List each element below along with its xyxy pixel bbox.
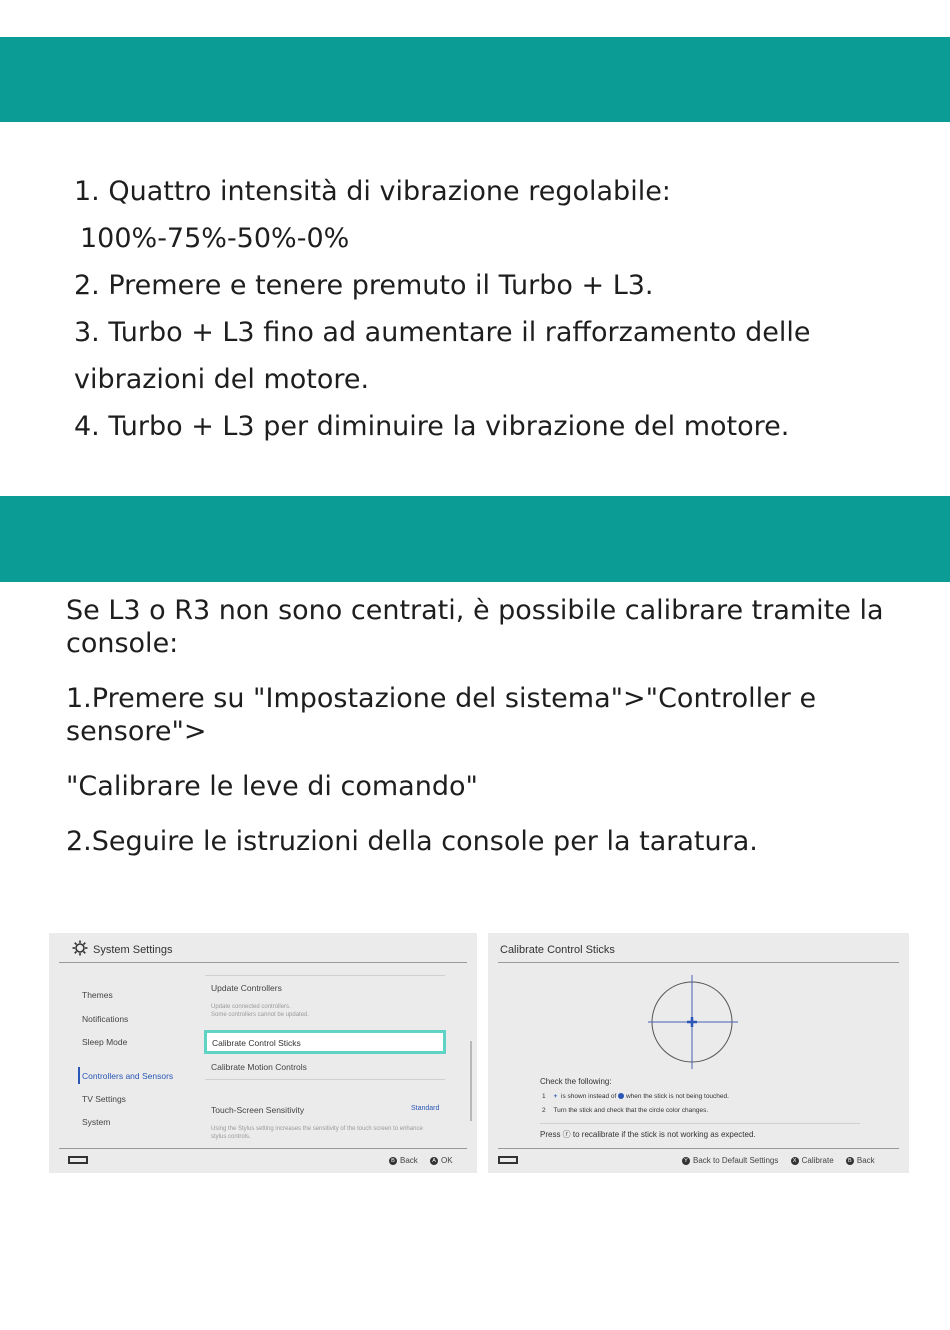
- menu-divider: [205, 1079, 445, 1080]
- sidebar-item-sleep-mode[interactable]: Sleep Mode: [82, 1037, 128, 1047]
- calibrate-sticks-screenshot: [488, 933, 909, 1173]
- check-item-1-text-a: is shown instead of: [561, 1093, 617, 1100]
- calibration-step-2: 2.Seguire le istruzioni della console per la taratura.: [66, 826, 758, 857]
- calibrate-title: Calibrate Control Sticks: [500, 944, 615, 956]
- instruction-line-6: 4. Turbo + L3 per diminuire la vibrazione del motore.: [74, 411, 790, 442]
- ok-button[interactable]: OK: [441, 1156, 453, 1165]
- sidebar-item-notifications[interactable]: Notifications: [82, 1014, 129, 1024]
- b-button-icon: B: [846, 1157, 854, 1165]
- sidebar-item-controllers-and-sensors[interactable]: Controllers and Sensors: [82, 1071, 174, 1081]
- system-settings-screenshot: [49, 933, 477, 1173]
- instruction-line-3: 2. Premere e tenere premuto il Turbo + L3.: [74, 270, 654, 301]
- calibration-instructions: [66, 594, 906, 858]
- instruction-line-4: 3. Turbo + L3 fino ad aumentare il rafforzamento delle: [74, 317, 811, 348]
- crosshair-icon: [687, 1017, 697, 1027]
- touch-screen-sensitivity-item[interactable]: Touch-Screen Sensitivity: [211, 1105, 305, 1115]
- sidebar-item-system[interactable]: System: [82, 1117, 111, 1127]
- check-item-1-text-b: when the stick is not being touched.: [625, 1093, 729, 1100]
- check-title: Check the following:: [540, 1077, 612, 1086]
- x-button-icon: X: [791, 1157, 799, 1165]
- check-item-1: [542, 1093, 729, 1100]
- calibration-step-1: 1.Premere su "Impostazione del sistema">"Controller e sensore">: [66, 683, 817, 747]
- menu-divider: [205, 975, 445, 976]
- calibrate-control-sticks-label: Calibrate Control Sticks: [212, 1038, 301, 1048]
- sidebar-item-tv-settings[interactable]: TV Settings: [82, 1094, 126, 1104]
- dot-icon: [618, 1093, 624, 1099]
- calibrate-control-sticks-item[interactable]: [204, 1030, 446, 1054]
- stick-calibration-graphic: [643, 975, 743, 1069]
- check-item-2-number: 2: [542, 1107, 546, 1114]
- b-button-icon: B: [389, 1157, 397, 1165]
- calibrate-button[interactable]: Calibrate: [801, 1156, 834, 1165]
- calibrate-motion-controls-item[interactable]: Calibrate Motion Controls: [211, 1062, 307, 1072]
- instruction-line-2: 100%-75%-50%-0%: [80, 223, 350, 254]
- check-item-1-number: 1: [542, 1093, 546, 1100]
- check-item-2-text: Turn the stick and check that the circle color changes.: [553, 1107, 709, 1114]
- header-band-middle: [0, 496, 950, 582]
- sidebar-active-indicator: [78, 1067, 80, 1084]
- system-settings-header: [59, 933, 467, 963]
- calibration-step-1b: "Calibrare le leve di comando": [66, 771, 478, 802]
- update-controllers-item[interactable]: Update Controllers: [211, 983, 282, 993]
- gear-icon: [72, 940, 88, 956]
- battery-icon: [68, 1156, 88, 1164]
- battery-icon: [498, 1156, 518, 1164]
- sidebar-item-themes[interactable]: Themes: [82, 990, 113, 1000]
- instruction-line-1: 1. Quattro intensità di vibrazione regolabile:: [74, 176, 671, 207]
- update-controllers-description-1: Update connected controllers.: [211, 1004, 291, 1010]
- back-button[interactable]: Back: [856, 1156, 875, 1165]
- y-button-icon: Y: [682, 1157, 690, 1165]
- vibration-instructions: [74, 168, 874, 450]
- plus-icon: +: [553, 1093, 558, 1100]
- update-controllers-description-2: Some controllers cannot be updated.: [211, 1012, 310, 1018]
- instruction-line-5: vibrazioni del motore.: [74, 364, 370, 395]
- check-divider: [540, 1123, 860, 1124]
- calibrate-header: [498, 933, 899, 963]
- touch-sensitivity-description-1: Using the Stylus setting increases the sensitivity of the touch screen to enhance: [211, 1126, 423, 1132]
- calibration-intro: Se L3 o R3 non sono centrati, è possibile calibrare tramite la console:: [66, 595, 884, 659]
- footer-divider: [498, 1148, 899, 1149]
- footer-buttons: [389, 1156, 453, 1165]
- recalibrate-note: Press ⓡ to recalibrate if the stick is not working as expected.: [540, 1130, 756, 1139]
- footer-buttons: [682, 1156, 875, 1165]
- touch-sensitivity-value: Standard: [411, 1105, 440, 1112]
- scrollbar[interactable]: [470, 1041, 472, 1121]
- back-to-default-button[interactable]: Back to Default Settings: [693, 1156, 779, 1165]
- footer-divider: [59, 1148, 467, 1149]
- system-settings-title: System Settings: [93, 944, 173, 956]
- check-item-2: [542, 1107, 708, 1114]
- touch-sensitivity-description-2: stylus controls.: [211, 1134, 251, 1140]
- back-button[interactable]: Back: [400, 1156, 418, 1165]
- a-button-icon: A: [430, 1157, 438, 1165]
- header-band-top: [0, 37, 950, 122]
